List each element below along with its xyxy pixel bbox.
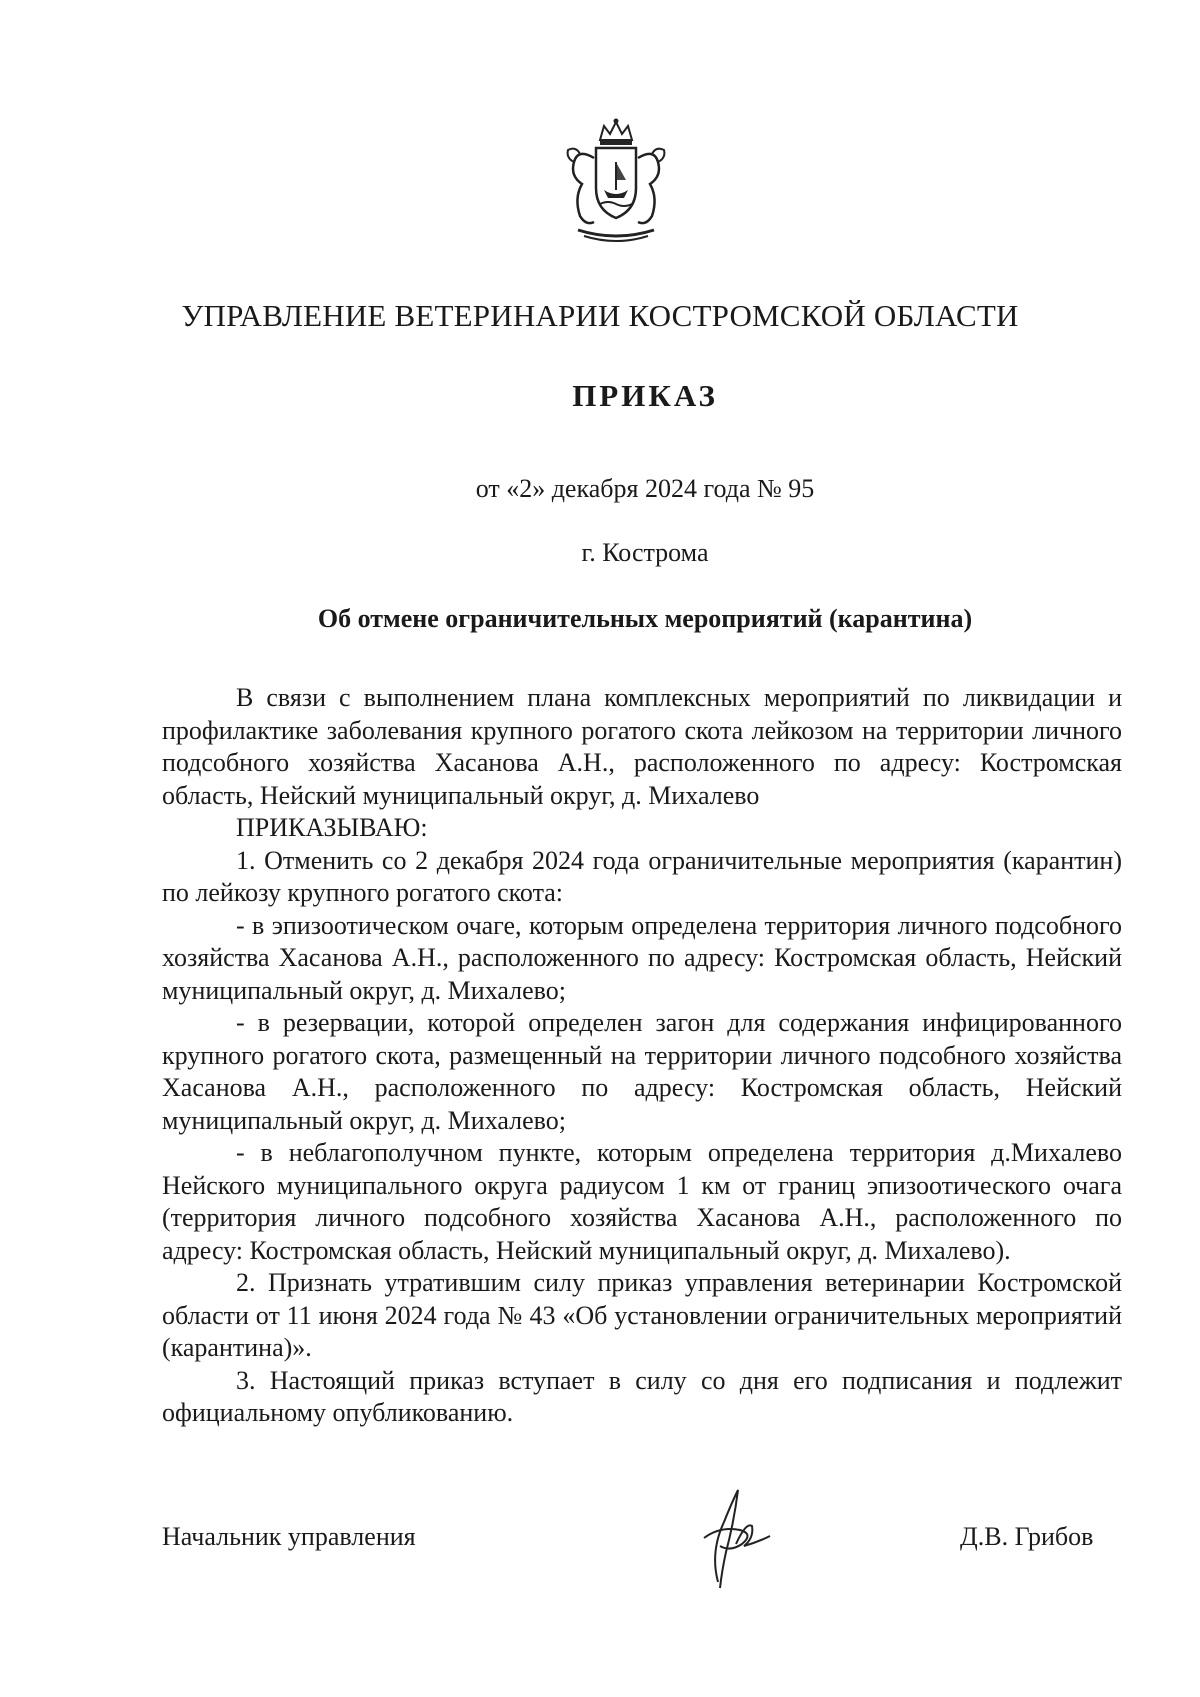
clause-3: 3. Настоящий приказ вступает в силу со дня его подписания и подлежит официальному опубликованию. (162, 1365, 1122, 1427)
signatory-position: Начальник управления (162, 1522, 416, 1551)
order-word: ПРИКАЗЫВАЮ: (236, 813, 428, 842)
preamble-paragraph: В связи с выполнением плана комплексных мероприятий по ликвидации и профилактике заболевания крупного рогатого скота лейкозом на территории личного подсобного хозяйства Хасанова А.Н., расположенного по адресу: Костромская область, Нейский муниципальный округ, д. Михалево (162, 683, 1122, 810)
document-date-number: от «2» декабря 2024 года № 95 (475, 474, 815, 503)
clause-1-item-unfavorable-point: - в неблагополучном пункте, которым определена территория д.Михалево Нейского муниципального округа радиусом 1 км от границ эпизоотического очага (территория личного подсобного хозяйства Хасанова А.Н., расположенного по адресу: Костромская область, Нейский муниципальный округ, д. Михалево). (162, 1138, 1122, 1265)
document-type: ПРИКАЗ (572, 378, 718, 413)
document-body (162, 682, 1122, 1430)
signature-block (0, 1522, 1200, 1642)
clause-1-item-outbreak: - в эпизоотическом очаге, которым определена территория личного подсобного хозяйства Хасанова А.Н., расположенного по адресу: Костромская область, Нейский муниципальный округ, д. Михалево; (162, 910, 1122, 1005)
clause-1: 1. Отменить со 2 декабря 2024 года ограничительные мероприятия (карантин) по лейкозу крупного рогатого скота: (162, 845, 1122, 907)
clause-2: 2. Признать утратившим силу приказ управления ветеринарии Костромской области от 11 июня 2024 года № 43 «Об установлении ограничительных мероприятий (карантина)». (162, 1268, 1122, 1362)
kostroma-coat-of-arms-icon (560, 118, 672, 246)
organization-title: УПРАВЛЕНИЕ ВЕТЕРИНАРИИ КОСТРОМСКОЙ ОБЛАСТИ (181, 298, 1019, 333)
document-subject: Об отмене ограничительных мероприятий (карантина) (317, 604, 973, 633)
document-city: г. Кострома (581, 538, 709, 567)
signatory-name: Д.В. Грибов (960, 1522, 1094, 1551)
handwritten-signature-icon (680, 1482, 780, 1592)
clause-1-item-reservation: - в резервации, которой определен загон для содержания инфицированного крупного рогатого скота, размещенный на территории личного подсобного хозяйства Хасанова А.Н., расположенного по адресу: Костромская область, Нейский муниципальный округ, д. Михалево; (162, 1008, 1122, 1135)
